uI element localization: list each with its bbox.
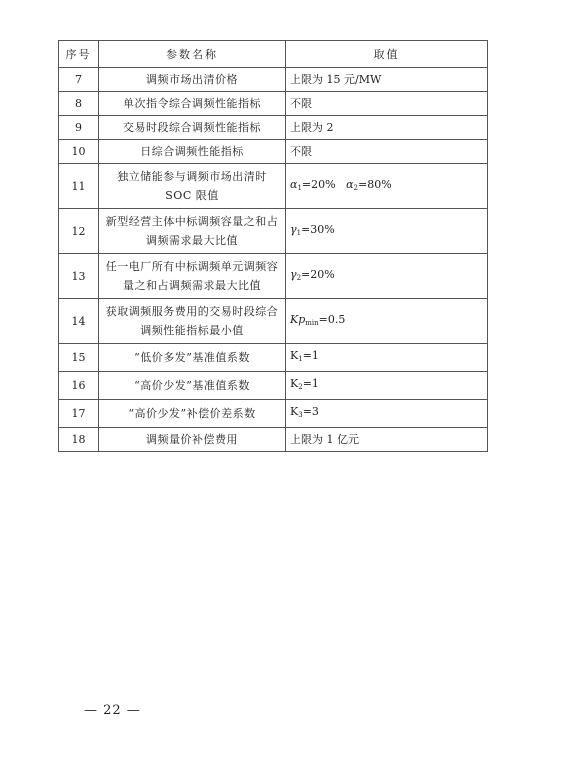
subscript: 2 bbox=[353, 183, 358, 192]
row-name: 任一电厂所有中标调频单元调频容量之和占调频需求最大比值 bbox=[99, 254, 286, 299]
gamma-symbol: γ bbox=[290, 222, 297, 236]
value-text: =80% bbox=[357, 177, 392, 191]
row-value bbox=[286, 254, 488, 299]
header-name: 参数名称 bbox=[99, 41, 286, 68]
row-no: 7 bbox=[59, 68, 99, 92]
row-name: “高价少发”补偿价差系数 bbox=[99, 400, 286, 428]
row-value bbox=[286, 209, 488, 254]
row-no: 17 bbox=[59, 400, 99, 428]
row-value bbox=[286, 344, 488, 372]
row-value: 不限 bbox=[286, 140, 488, 164]
row-no: 13 bbox=[59, 254, 99, 299]
row-no: 14 bbox=[59, 299, 99, 344]
subscript: 2 bbox=[296, 273, 302, 282]
table-row bbox=[59, 209, 488, 254]
k-symbol: K bbox=[290, 405, 299, 418]
row-name: 调频市场出清价格 bbox=[99, 68, 286, 92]
subscript: 2 bbox=[298, 383, 303, 391]
table-row bbox=[59, 428, 488, 452]
k-symbol: K bbox=[290, 349, 299, 362]
row-name: 获取调频服务费用的交易时段综合调频性能指标最小值 bbox=[99, 299, 286, 344]
header-no: 序号 bbox=[59, 41, 99, 68]
table-row bbox=[59, 116, 488, 140]
row-value: 上限为 2 bbox=[286, 116, 488, 140]
table-header-row bbox=[59, 41, 488, 68]
value-text: =1 bbox=[302, 377, 319, 390]
kp-symbol: Kp bbox=[290, 312, 306, 326]
subscript: 1 bbox=[296, 228, 302, 237]
row-name: 新型经营主体中标调频容量之和占调频需求最大比值 bbox=[99, 209, 286, 254]
value-text: =0.5 bbox=[318, 312, 346, 326]
k-symbol: K bbox=[290, 377, 299, 390]
table-row bbox=[59, 140, 488, 164]
row-value: 上限为 15 元/MW bbox=[286, 68, 488, 92]
row-value bbox=[286, 164, 488, 209]
table-row bbox=[59, 164, 488, 209]
row-value bbox=[286, 372, 488, 400]
row-name: 独立储能参与调频市场出清时 SOC 限值 bbox=[99, 164, 286, 209]
value-text: =20% bbox=[301, 267, 335, 281]
page-number: — 22 — bbox=[84, 703, 141, 718]
header-value: 取值 bbox=[286, 41, 488, 68]
row-no: 15 bbox=[59, 344, 99, 372]
subscript: min bbox=[305, 318, 319, 327]
subscript: 1 bbox=[298, 355, 303, 363]
gamma-symbol: γ bbox=[290, 267, 297, 281]
row-value: 不限 bbox=[286, 92, 488, 116]
row-value bbox=[286, 400, 488, 428]
row-name: “高价少发”基准值系数 bbox=[99, 372, 286, 400]
row-no: 10 bbox=[59, 140, 99, 164]
table-row bbox=[59, 400, 488, 428]
value-text: =20% bbox=[301, 177, 336, 191]
row-no: 16 bbox=[59, 372, 99, 400]
row-no: 9 bbox=[59, 116, 99, 140]
table-row bbox=[59, 372, 488, 400]
alpha-symbol: α bbox=[290, 177, 298, 191]
value-text: =30% bbox=[301, 222, 335, 236]
row-name: 交易时段综合调频性能指标 bbox=[99, 116, 286, 140]
row-no: 8 bbox=[59, 92, 99, 116]
table-row bbox=[59, 92, 488, 116]
table-row bbox=[59, 344, 488, 372]
value-text: =1 bbox=[302, 349, 319, 362]
subscript: 3 bbox=[298, 411, 303, 419]
row-name: “低价多发”基准值系数 bbox=[99, 344, 286, 372]
table-row bbox=[59, 254, 488, 299]
row-no: 18 bbox=[59, 428, 99, 452]
row-no: 11 bbox=[59, 164, 99, 209]
subscript: 1 bbox=[297, 183, 302, 192]
row-value bbox=[286, 299, 488, 344]
alpha-symbol: α bbox=[346, 177, 354, 191]
row-name: 单次指令综合调频性能指标 bbox=[99, 92, 286, 116]
row-name: 调频量价补偿费用 bbox=[99, 428, 286, 452]
row-no: 12 bbox=[59, 209, 99, 254]
row-value: 上限为 1 亿元 bbox=[286, 428, 488, 452]
parameter-table bbox=[58, 40, 488, 452]
value-text: =3 bbox=[302, 405, 319, 418]
table-row bbox=[59, 68, 488, 92]
row-name: 日综合调频性能指标 bbox=[99, 140, 286, 164]
table-row bbox=[59, 299, 488, 344]
